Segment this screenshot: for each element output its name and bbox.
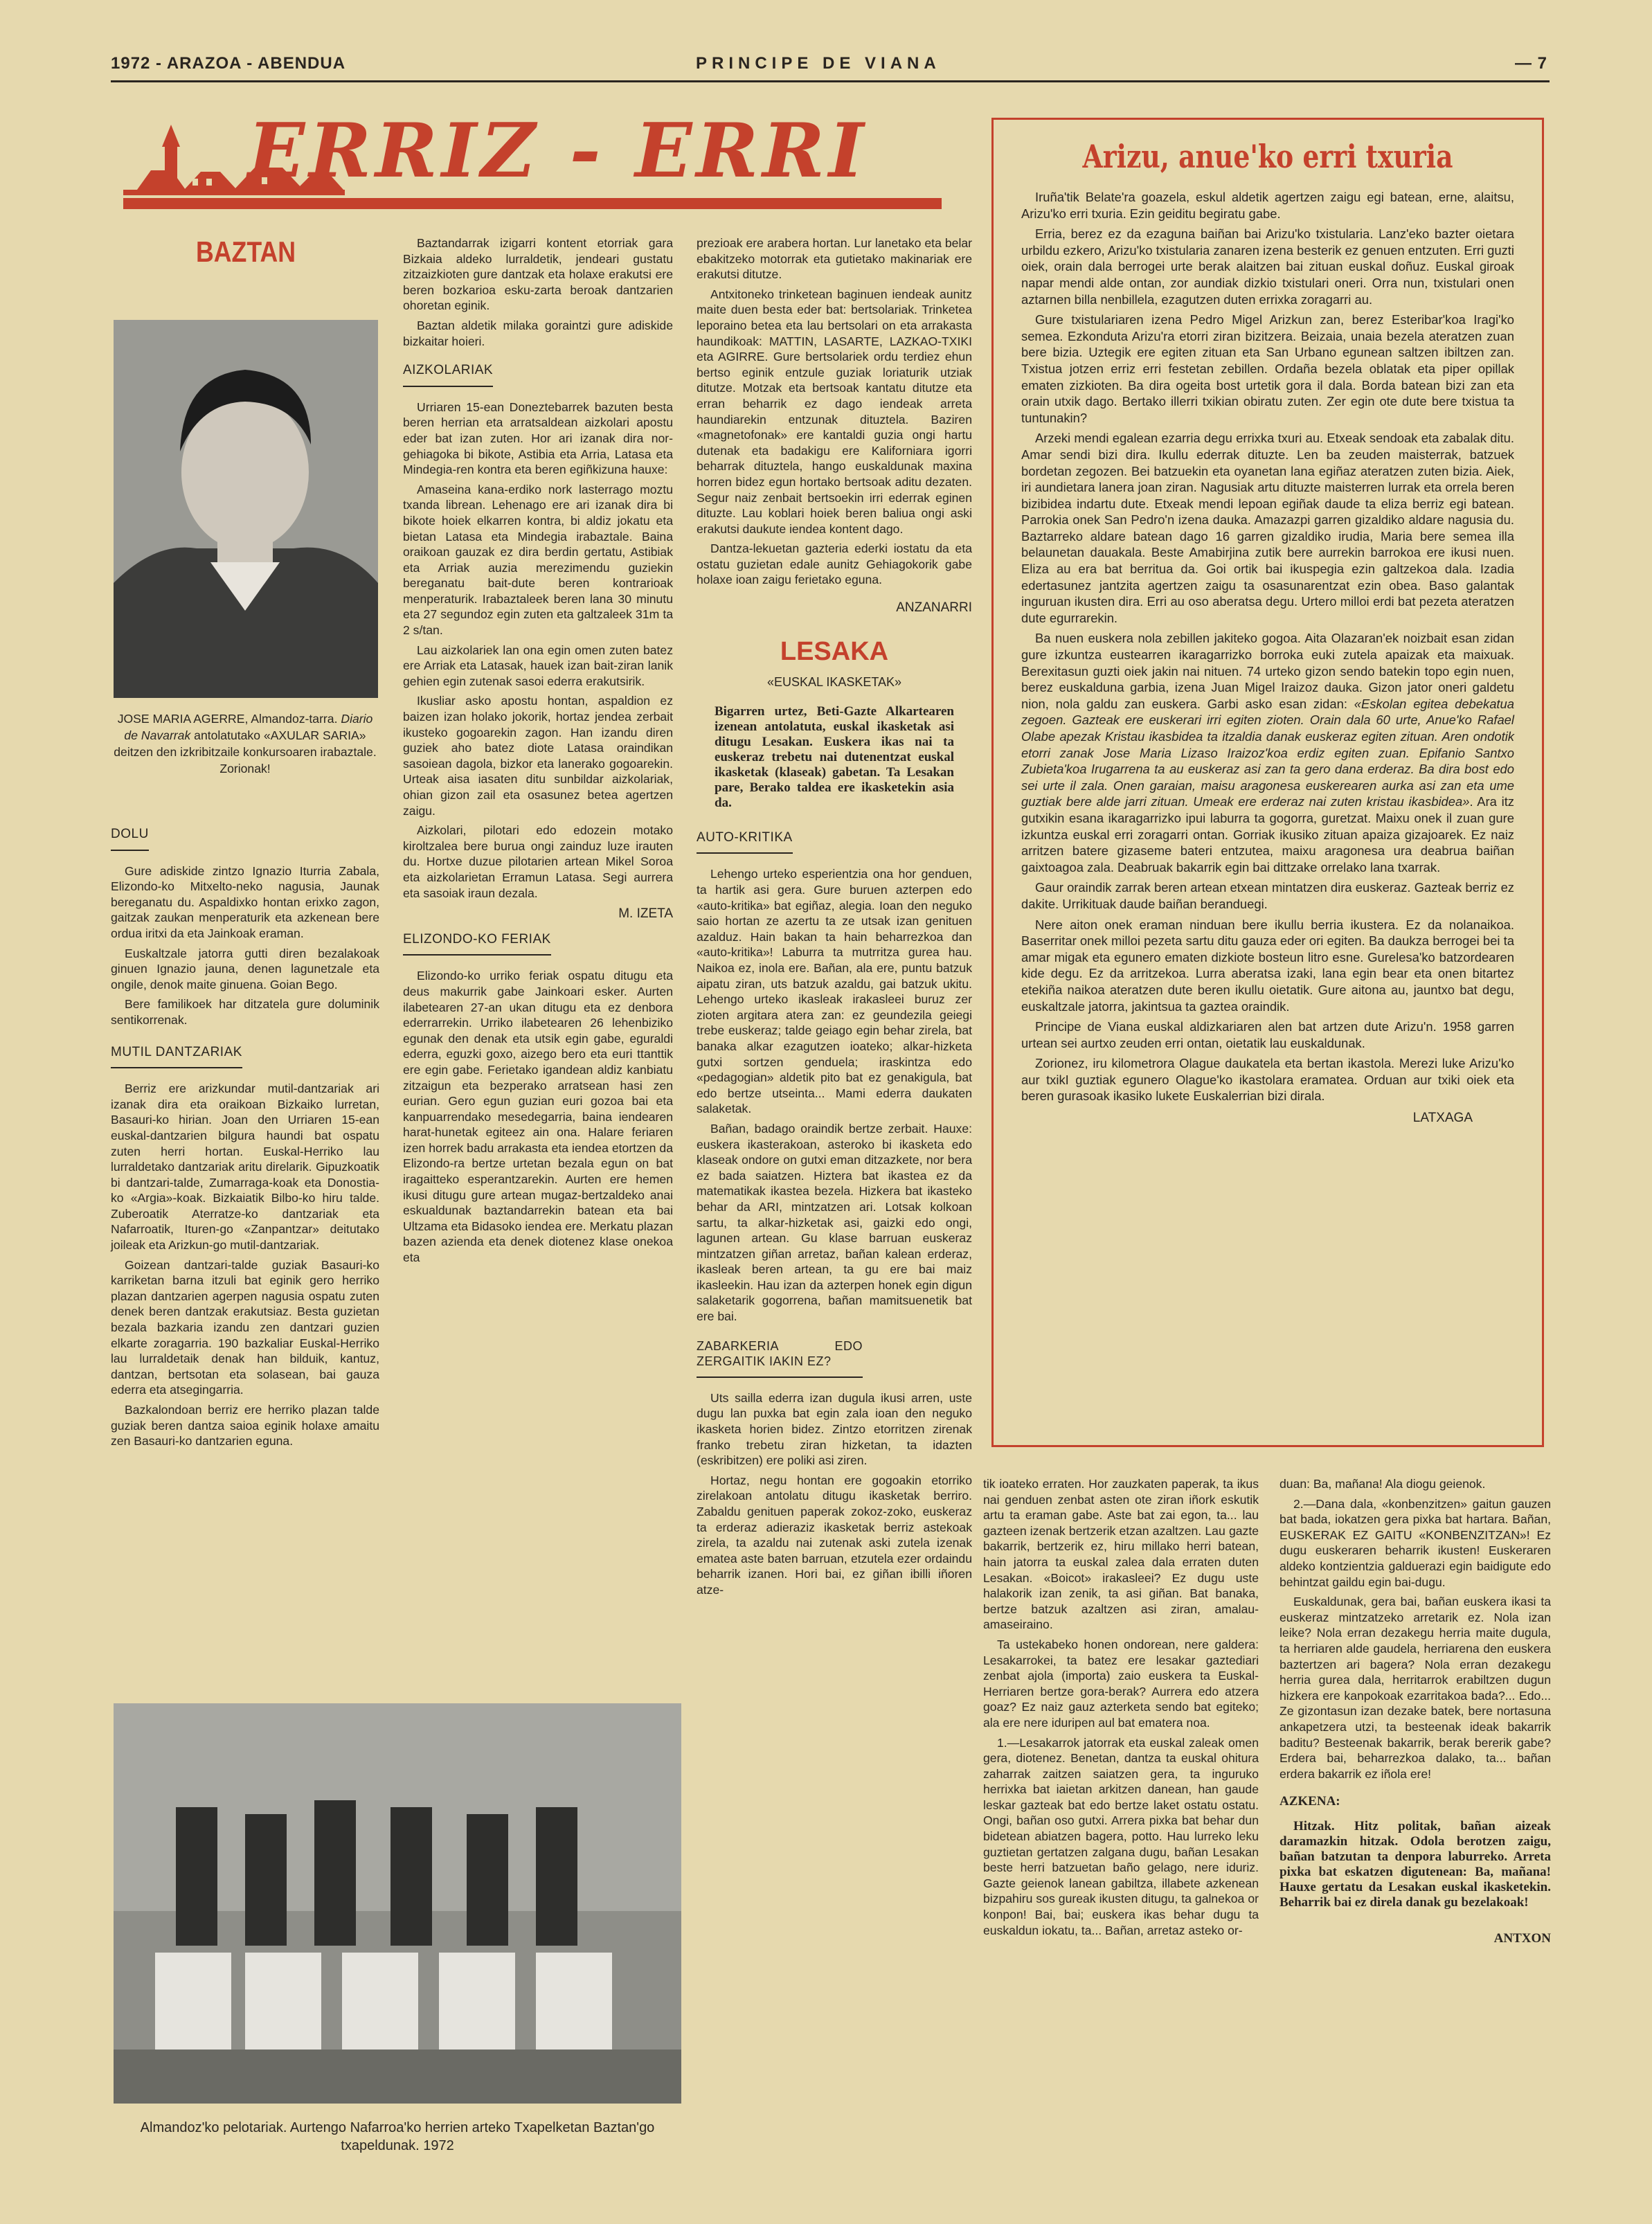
arizu-paragraph: Iruña'tik Belate'ra goazela, eskul aldetik agertzen zaigu egi batean, erne, alaitsu, Arizu'ko erri txuria. Ezin geiditu begiratu gabe.: [1021, 190, 1514, 221]
azkena-title: AZKENA:: [1280, 1794, 1340, 1809]
arizu-paragraph: Principe de Viana euskal aldizkariaren alen bat artzen dute Arizu'n. 1958 garren urtean sei aurtxo zeuden erri ontan, oietatik lau euskaldunak.: [1021, 1019, 1514, 1050]
aizkolariak-paragraph: Ikusliar asko apostu hontan, aspaldion ez baizen izan holako jokorik, hortaz jendea zerbait ikusteko gogoarekin zagon. Han izandu diren guziek aho batez diote Latasa oraindikan sasoiean dagola, bizkor eta lanerako gogoarekin. Urteak aisa iasaten ditu sunbildar aizkolariak, ohian gizon zail eta osasunez betea agertzen zaigu.: [403, 694, 673, 818]
portrait-caption-a: JOSE MARIA AGERRE, Almandoz-tarra.: [117, 712, 341, 726]
column-5: [1280, 1476, 1551, 1946]
column-paragraph: Baztan aldetik milaka goraintzi gure adiskide bizkaitar hoieri.: [403, 318, 673, 348]
column-2: [403, 235, 673, 1270]
column-paragraph: Ta ustekabeko honen ondorean, nere galdera: Lesakarrokei, ta batez ere lesakar gaztediari zenbat ajola (importa) zaio euskera ta Euskal-Herriaren bertze gora-berak? Aurrera edo atzera goaz? Ez naiz gauz azterketa sendo bat egiteko; ala ere nere iduripen aul bat ematera noa.: [983, 1637, 1259, 1730]
arizu-box: [991, 118, 1544, 1447]
aizkolariak-paragraph: Urriaren 15-ean Doneztebarrek bazuten besta beren herrian eta arratsaldean aizkolari apostu eder bat izan zuten. Hor ari izanak dira nor-gehiagoka bi bikote, Astibia eta Arria, Latasa eta Mindegia-ren kontra eta beren egiñkizuna hauxe:: [403, 400, 673, 477]
dolu-title: DOLU: [111, 827, 149, 851]
auto-kritika-title: AUTO-KRITIKA: [697, 830, 793, 854]
column-paragraph: Uts sailla ederra izan dugula ikusi arren, uste dugu lan puxka bat egin zala ioan den neguko ikasketa horien bidez. Zintzo etorritzen zirenak franko trebetu ziran hizketan, ta idazten (eskribitzen) ere poliki asi ziren.: [697, 1390, 972, 1468]
header-rule: [111, 80, 1550, 82]
team-photo-caption: Almandoz'ko pelotariak. Aurtengo Nafarroa'ko herrien arteko Txapelketan Baztan'go txapeldunak. 1972: [140, 2120, 655, 2153]
portrait-photo: [114, 320, 378, 698]
journal-title: PRINCIPE DE VIANA: [696, 54, 941, 73]
arizu-paragraph: [1021, 630, 1514, 875]
arizu-paragraph: Erria, berez ez da ezaguna baiñan bai Arizu'ko txistularia. Lanz'eko bazter oietara urbildu ezkero, Arizu'ko txistularia zanaren izena besterik ez genuen entzuten. Erri guzti oiek, orain dala berrogei urte berak alaitzen bai zituan euskal doñuz. Euskal giroak napar mendi alde ontan, zor aundiak dizkio txistulari oneri. Orra nun, txistulari onen aztarnen billa nenbillela, ezagutzen duten errixka zoragarri au.: [1021, 226, 1514, 307]
antxon-signature: ANTXON: [1493, 1931, 1551, 1946]
page-number: — 7: [1515, 54, 1548, 73]
baztan-heading: BAZTAN: [195, 235, 296, 268]
arizu-paragraph: Nere aiton onek eraman ninduan bere ikullu berria ikustera. Ez da nolanaikoa. Baserritar onek milloi pezeta sartu ditu gauza eder ori egiten. Ba daukza berrogei bei ta amar migak eta egunero ematen dizkiote bosteun litro esne. Gurelesa'ko batzordearen kide degu. Ez da arritzekoa. Lurra aberatsa izaki, lana egin bear eta onen bitartez etekiña naikoa ateratzen dute beren ikullu oietatik. Gure aitona au, jauntxo bat degu, euskaltzale jatorra, jakintsua ta gaztea oraindik.: [1021, 917, 1514, 1014]
column-paragraph: Bañan, badago oraindik bertze zerbait. Hauxe: euskera ikasterakoan, asteroko bi ikasketa edo klaseak ondore on gutxi eman ditzazkete, nor bera ez bada saiatzen. Hiztera bat ikastea ez da matematikak ikastea bezela. Hizkera bat ikasteko behar da ARI, mintzatzen ari. Lotsak kolkoan sartu, ta alkar-hizketak asi, gaizki edo ongi, lagunen artean. Gu klase barruan euskeraz mintzatzen giñan arretaz, bañan kalean erderaz, ikasleak beren artean, ta gu ere bai maiz ikasleekin. Hau izan da azterpen honek egin digun salaketarik gogorrena, bañan mamitsuenetik bat ere bai.: [697, 1121, 972, 1324]
column-paragraph: 1.—Lesakarrok jatorrak eta euskal zaleak omen gera, diotenez. Benetan, dantza ta euskal ohitura zaharrak zaitzen saiatzen gera, ta inguruko herrixka bat iaietan arkitzen danean, han gaude leskar gazteak bat edo bertze laket ostatu ostatu. Ongi, bañan oso gutxi. Arrera pixka bat behar dun bidetean abiatzen bagera, potto. Hau lurreko leku guztietan gertatzen zalgana dugu, bañan Lesakan beste herri batzuetan baño gelago, nere iduriz. Gazte geienok lanean gabiltza, illabete azkenean bizpahiru sos gureak ikusten ditugu, ta galnekoa or konpon! Bai, bai; euskera ikas behar dugu ta euskaldun iokatu, ta... Bañan, arretaz asteko or-: [983, 1735, 1259, 1937]
column-paragraph: Lehengo urteko esperientzia ona hor genduen, ta hartik asi gera. Gure buruen azterpen edo «auto-kritika» bat egiñaz, alegia. Ioan den neguko saio hortan ze azertu ta ze utsak izan genituen azalduz. Hain bakan ta hain beharrezkoa dan «auto-kritika»! Laburra ta mutrritza gurea hau. Naikoa ez, inola ere. Bañan, ala ere, puntu batzuk aipatu ziran, uts batzuk azaldu, gai batzuk ukitu. Lehengo urteko ikasleak irakasleei buruz zer zioten argitara atera zan: ez geundezila geiegi trebe euskeraz; talde geiago egin behar zirela, bat banaka alkar ezagutzen ioateko; alkar-hizketa gutxi sortzen genduela; iraskintza edo «pedagogian» aldetik pito bat ez genakigula, bat edo bertze utseinta... Mami ederra daukaten salaketak.: [697, 867, 972, 1116]
mutil-paragraph: Goizean dantzari-talde guziak Basauri-ko karriketan barna itzuli bat eginik gero herriko plazan dantzarien agerpen nagusia ospatu zuten denek beren dantzak erakutsiaz. Besta guzietan bezala bazkaria izandu zen dantzari guzien elkarte zoragarria. 190 bazkaliar Euskal-Herriko lau lurraldetaik denak han bilduik, kantuz, dantzan, bertsotan eta solasean, bai gauza ederra eta atsegingarria.: [111, 1257, 379, 1397]
dolu-paragraph: Euskaltzale jatorra gutti diren bezalakoak ginuen Ignazio jauna, denen lagunetzale eta ongile, denok maite ginuena. Goian Bego.: [111, 946, 379, 992]
aizkolariak-paragraph: Amaseina kana-erdiko nork lasterrago moztu txanda librean. Lehenago ere ari izanak dira bi bikote hoiek elkarren kontra, bi aldiz jokatu eta bietan Latasa eta Mindegia irabaztale. Baina oraikoan gauzak ez dira berdin gertatu, Astibiak eta Arriak auzia merezimendu guziekin bereganatu bait-dute beren kontrarioak menperaturik. Irabaztaleek beren lana 30 minutu eta 27 segundoz egin zuten eta galtzaleek 31m ta 2 s/tan.: [403, 482, 673, 638]
azkena-text: Hitzak. Hitz politak, bañan aizeak daramazkin hitzak. Odola berotzen zaigu, bañan batzutan ta denpora laburreko. Arreta pixka bat eskatzen digutenean: Ba, mañana! Hauxe gertatu da Lesakan euskal ikasketekin. Beharrik bai ez direla danak gu bezelakoak!: [1280, 1819, 1551, 1910]
lesaka-intro: Bigarren urtez, Beti-Gazte Alkartearen izenean antolatuta, euskal ikasketak asi ditugu Lesakan. Euskera ikas nai ta euskeraz trebetu nai dutenentzat euskal ikasketak (klaseak) gabetan. Ta Lesakan pare, Berako taldea ere ikasketekin asia da.: [715, 703, 954, 810]
latxaga-signature: LATXAGA: [1412, 1111, 1473, 1126]
arizu-heading: Arizu, anue'ko erri txuria: [1082, 138, 1453, 175]
column-paragraph: duan: Ba, mañana! Ala diogu geienok.: [1280, 1477, 1486, 1491]
aizkolariak-paragraph: Lau aizkolariek lan ona egin omen zuten batez ere Arriak eta Latasak, hauek izan bait-ziran lanik gehien egin zutenak sasoi ederra erakutsirik.: [403, 643, 673, 688]
aizkolariak-signature: M. IZETA: [618, 906, 673, 922]
feriak-title: ELIZONDO-KO FERIAK: [403, 932, 551, 956]
zabarkeria-title: ZABARKERIA EDO ZERGAITIK IAKIN EZ?: [697, 1338, 863, 1378]
column-paragraph: Antxitoneko trinketean baginuen iendeak aunitz maite duen besta eder bat: bertsolariak. Trinketea leporaino betea eta lau bertsolari on eta arrakasta haundikoak: MATTIN, LASARTE, LAZKAO-TXIKI eta AGIRRE. Gure bertsolariek ordu terdiez ehun bertso eginik entzule guziak loriaturik utziak ditutze. Motzak eta bertsoak kantatu ditutze eta erran beharrik ez dago iendeak arreta haundiarekin entzunak dituztela. Baziren «magnetofonak» ere kantaldi guzia ongi hartu dutenak eta badakigu ere Kaliforniara igorri beharrak dituztela, hango euskaldunak maxina horren bidez egun hortako bertsoak aditu dezaten. Segur naiz zenbait bertsoekin irri ederrak eginen dituzte. Lau koblari hoiek beren baliua ongi aski erakutsi daukute iendea kontent dago.: [697, 287, 972, 536]
mutil-title: MUTIL DANTZARIAK: [111, 1045, 242, 1069]
anzanarri-signature: ANZANARRI: [896, 600, 972, 616]
portrait-caption-c: antolatutako «AXULAR SARIA» deitzen den izkribitzaile konkursoaren irabaztale. Zorionak!: [114, 728, 377, 775]
column-paragraph: Hortaz, negu hontan ere gogoakin etorriko zirelakoan antolatu ditugu ikasketak berriro. Zabaldu genituen paperak zokoz-zoko, euskeraz ta erderaz adieraziz ikasketak berriz astekoak zirela, ta azaldu nai zutenak aski zutela izenak ematea aste baten barruan, etzutela ezer ordaindu beharrik izanen. Hori bai, ez giñan ibilli iñoren atze-: [697, 1473, 972, 1597]
portrait-caption-b: Diario de Navarrak: [124, 712, 373, 742]
arizu-text: . Ara itz gutxikin esana ikaragarrizko ipui laburra ta gogorra, guretzat. Maixu onek il zuan gure izkuntza euskal erri zoragarri ontan. Gorriak ikusiko zituan apaiza gizajoarek. Ez naiz arritzen batere gizaseme bateri entzutea, maixu aragonesa ura deabrua baiñan gaixtoagoa zala. Deabruak bakarrik egin bai dittzake orrelako lana txarrak.: [1021, 794, 1515, 875]
portrait-caption: [112, 710, 378, 777]
column-paragraph: Dantza-lekuetan gazteria ederki iostatu da eta ostatu guzietan edale aunitz Gehiagokorik gabe holaxe ioan zaigu ferietako eguna.: [697, 541, 972, 587]
arizu-body: [994, 189, 1542, 1127]
column-3: [697, 235, 972, 1602]
feriak-paragraph: Elizondo-ko urriko feriak ospatu ditugu eta deus makurrik gabe Jainkoari esker. Aurten ilabetearen 27-an ukan ditugu eta ez denbora ederrarrekin. Urriko ilabetearen 26 lehenbiziko egunak den denak eta utsik egin gabe, eguraldi ederra, eguzki goxo, aizego bero eta euri ttanttik ere egin gabe. Ferietako igandean aldiz kanbiatu zitzaigun eta bezperako arratsean hasi zen eurian. Gero egun guzian euri gozoa bai eta kanpuarrendako mesedegarria, baina iendearen harat-hunetak egiteez ain ona. Halare feriaren izen horrek badu arrakasta eta iendea etortzen da Elizondo-ra bertze urtetan bezala egun on bat iragaitteko esperantzarekin. Aurten ere hemen ikusi ditugu gure artean mugaz-bertzaldeko anai eskualdunak baztandarrekin batean eta bai Ultzama eta Bidasoko iendea ere. Merkatu plazan bazen azienda eta denek diotenez klase onekoa eta: [403, 969, 673, 1265]
column-4: [983, 1476, 1259, 1942]
issue-date: 1972 - ARAZOA - ABENDUA: [111, 54, 346, 73]
column-paragraph: Euskaldunak, gera bai, bañan euskera ikasi ta euskeraz mintzatzeko arretarik ez. Nola izan leike? Nola erran dezakegu herria maite dugula, ta herriaren alde gaudela, herriarena den euskera baztertzen ari bagera? Nola erran dezakegu herria gurea dala, herritarrok erabiltzen dugun hizkera ere kanpokoak ezarritakoa bada?... Edo... Ze gizontasun izan dezake batek, bere nortasuna ankapetzera utzi, ta besteenak ideak bakarrik baditu? Besteenak bakarrik, berak bererik gabe? Erdera bai, beharrezkoa dalako, ta... bañan erdera bakarrik ez iñola ere!: [1280, 1595, 1551, 1781]
column-paragraph: 2.—Dana dala, «konbenzitzen» gaitun gauzen bat bada, iokatzen gera pixka bat hartara. Bañan, EUSKERAK EZ GAITU «KONBENZITZAN»! Ez dugu euskeraren beharrik ikusten! Euskeraren aldeko kontzientzia galduerazi egin baidigute edo behintzat gaildu egin bai-dugu.: [1280, 1496, 1551, 1589]
lesaka-heading: LESAKA: [780, 636, 889, 666]
dolu-section: [111, 817, 379, 1453]
arizu-paragraph: Gure txistulariaren izena Pedro Migel Arizkun zan, berez Esteribar'koa Iragi'ko semea. Ezkonduta Arizu'ra etorri ziran bizitzera. Beizaia, unaia bezela ateratzen zuan bere bizia. Uztegik ere egiten zituan eta San Urbano egunean saltzen ibiltzen zan. Txistua jotzen erriz erri festetan zebillen. Ordaña bezela oblatak eta piper opillak ematen zizkioten. Ba dira ogeita bost urtetik gora il dala. Borda batean bizi zan eta orain utxik dago. Bertako illerri txikian obiratu zuten. Zer egin ote dute bere txistua ta tuntunakin?: [1021, 312, 1514, 425]
dolu-paragraph: Gure adiskide zintzo Ignazio Iturria Zabala, Elizondo-ko Mitxelto-neko nagusia, Jaunak bereganatu du. Aspaldixko hontan erixko zagon, gaitzak zaukan menperaturik eta azkenean bere ordua iritxi da eta Jainkoak eraman.: [111, 863, 379, 940]
column-paragraph: prezioak ere arabera hortan. Lur lanetako eta belar ebakitzeko motorrak eta gutietako makinariak ere erakutsi ditutze.: [697, 236, 972, 282]
mutil-paragraph: Berriz ere arizkundar mutil-dantzariak ari izanak dira eta oraikoan Bizkaiko lurretan, Basauri-ko hirian. Joan den Urriaren 15-ean euskal-dantzarien bilgura haundi bat ospatu zuten herri hortan. Euskal-Herriko lau lurraldetako dantzariak aritu direlarik. Gipuzkoatik bi dantzari-talde, Zumarraga-koak eta Donostia-ko «Argia»-koak. Bizkaiatik Bilbo-ko hiru talde. Zuberoatik Aterratze-ko dantzariak eta Nafarroatik, Ituren-go «Zanpantzar» deitutako joileak eta Arizkun-go mutil-dantzariak.: [111, 1082, 379, 1253]
arizu-paragraph: Arzeki mendi egalean ezarria degu errixka txuri au. Etxeak sendoak eta zabalak ditu. Amar sendi bizi dira. Ikullu ederrak dituzte. Len ba zeuden maisterrak, batzuek bordetan zegozen. Bei batzuekin eta oyanetan lana egiñaz ateratzen zuten bizia. Aiek, iri aundietara lanera joan ziran. Nagusiak artu dituzte maisterren lurrak eta orrela beren bizibidea indartu dute. Etxeak mendi lepoan egiñak daude ta eliza berriz egi batean. Parrokia onek San Pedro'n izena dauka. Amazazpi garren gizaldiko aldare nagusia du. Baztarreko aldare batean dago 16 garren gizaldiko irudia, Maria bere semea illa belaunetan dauakala. Beste Amabirjina zutik bere aurrekin barrokoa ere ikusi nuen. Eliza au era bat berritua da. Goi ortik bai ikuspegia ezin galtzekoa dala. Izadia edertasunez jantzita agertzen zaigu ta osasunarentzat ezin obea. Baso galantak inguruan ikusten dira. Erri au oso aberatsa degu. Urtero milloi erdi bat pezeta ateratzen dute egurrarekin.: [1021, 431, 1514, 625]
column-paragraph: tik ioateko erraten. Hor zauzkaten paperak, ta ikus nai genduen zenbat asten ote ziran iñork eskutik artu ta eraman gabe. Aste bat zai egon, ta... lau gazteen izenak bertzerik etzan azaltzen. Lau gazte bakarrik, bertzerik ez, hiru millako herri batean, hain jatorra ta euskal zalea dala erraten duten Lesakan. «Boicot» irakasleei? Ez dugu uste halakorik izan zenik, ta asi giñan. Bat banaka, bertze batzuk azaltzen asi ziran, amalau-amaseiraino.: [983, 1477, 1259, 1632]
arizu-paragraph: Gaur oraindik zarrak beren artean etxean mintatzen dira euskeraz. Gazteak berriz ez dakite. Urrikituak daude baiñan beranduegi.: [1021, 880, 1514, 911]
arizu-paragraph: Zorionez, iru kilometrora Olague daukatela eta bertan ikastola. Merezi luke Arizu'ko aur txikI guztiak egunero Olague'ko ikastolara eramatea. Orduan aur txiki oiek eta beren gurasoak ikasiko lukete Euskalerrian bizi dirala.: [1021, 1056, 1514, 1104]
dolu-paragraph: Bere familikoek har ditzatela gure doluminik sentikorrenak.: [111, 997, 379, 1027]
lesaka-subheading: «EUSKAL IKASKETAK»: [766, 675, 902, 690]
team-photo: [114, 1703, 681, 2104]
aizkolariak-title: AIZKOLARIAK: [403, 363, 493, 387]
column-paragraph: Baztandarrak izigarri kontent etorriak gara Bizkaia aldeko lurraldetik, jendeari gustatu zitzaizkioten gure dantzak eta holaxe erakutsi ere beren bozkarioa esku-zarta beroak dantzarien ohoretan eginik.: [403, 236, 673, 313]
mutil-paragraph: Bazkalondoan berriz ere herriko plazan talde guziak beren dantza saioa eginik holaxe amaitu zen Basauri-ko dantzarien eguna.: [111, 1403, 379, 1449]
arizu-quote: «Eskolan egitea debekatua zegoen. Gazteak ere euskerari irri egiten zioten. Orain dala 60 urte, Anue'ko Rafael Olabe apezak Kristau ikasbidea ta itzaldia danak euskeraz egiten zituan. Aren ondotik etorri zanak Jose Maria Lizaso Iraizoz'koa erdiz egiten zuan. Epifanio Santxo Zubieta'koa Irugarrena ta au euskeraz asi zan ta gero dana erderaz. Ba dira bost edo sei urte il zala. Onen garaian, maisu aragonesa euskerearen aurka asi zan eta ume guztiak bere alde jarri zituan. Umeak ere erderaz nai zuten kristau ikasbidea»: [1021, 696, 1514, 809]
banner-title: ERRIZ - ERRI: [248, 107, 868, 195]
aizkolariak-paragraph: Aizkolari, pilotari edo edozein motako kiroltzalea bere burua ongi zainduz luze irauten du. Hortxe duzue pilotarien artean Mikel Soroa eta aizkolarietan Erramun Latasa. Segi aurrera eta sasoiak iraun dezala.: [403, 823, 673, 900]
section-banner: [123, 104, 942, 215]
arizu-text: Ba nuen euskera nola zebillen jakiteko gogoa. Aita Olazaran'ek noizbait esan zidan gure izkuntza eustearren ikaragarrizko borroka euki zutela apaizak eta maixuak. Berexitasun guzti oiek jakin nai nituen. 74 urteko gizon sendo batekin topo egin nuen, berez euskalduna garbia, izena Juan Migel Iraizoz dauka. Gizon jator oneri galdetu nion, nola galdu zan euskera. Garbi asko esan zidan:: [1021, 631, 1514, 711]
